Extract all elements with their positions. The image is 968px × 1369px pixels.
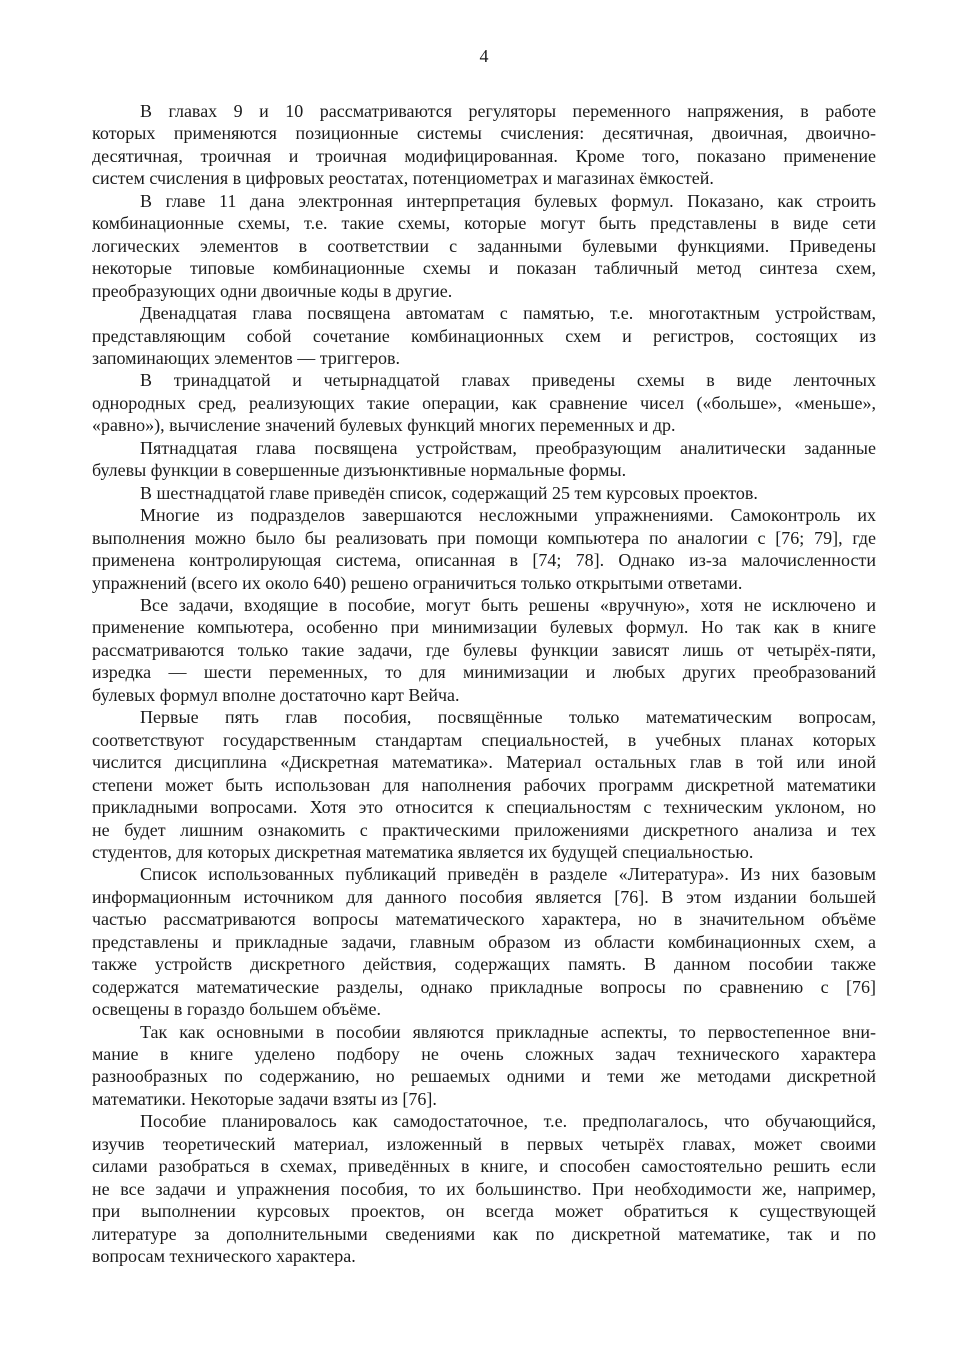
text-line: которых применяются позиционные системы счисления: десятичная, двоичная, двоично- [92, 123, 876, 144]
paragraph [92, 100, 876, 190]
paragraph [92, 482, 876, 504]
text-line: запоминающих элементов — триггеров. [92, 347, 400, 368]
text-line: степени может быть использован для наполнения рабочих программ дискретной математики [92, 774, 876, 795]
body-text [92, 100, 876, 1268]
text-line: при выполнении курсовых проектов, он всегда может обратиться к существующей [92, 1201, 876, 1222]
text-line: применение компьютера, особенно при минимизации булевых формул. Но так как в книге [92, 617, 876, 638]
text-line: разнообразных по содержанию, но решаемых одними и теми же методами дискретной [92, 1066, 876, 1087]
text-line: десятичная, троичная и троичная модифицированная. Кроме того, показано применение [92, 145, 876, 166]
paragraph [92, 1110, 876, 1267]
text-line: применена контролирующая система, описанная в [74; 78]. Однако из-за малочисленности [92, 550, 876, 571]
text-line: мание в книге уделено подбору не очень сложных задач технического характера [92, 1044, 876, 1065]
text-line: представлены и прикладные задачи, главным образом из области комбинационных схем, а [92, 931, 876, 952]
text-line: математики. Некоторые задачи взяты из [76]. [92, 1088, 437, 1109]
text-line: В главах 9 и 10 рассматриваются регуляторы переменного напряжения, в работе [140, 101, 876, 121]
text-line: вопросам технического характера. [92, 1246, 356, 1267]
text-line: Так как основными в пособии являются прикладные аспекты, то первостепенное вни- [140, 1021, 876, 1042]
text-line: изучив теоретический материал, изложенный в первых четырёх главах, может своими [92, 1133, 876, 1154]
paragraph [92, 1021, 876, 1111]
text-line: Пятнадцатая глава посвящена устройствам, преобразующим аналитически заданные [140, 437, 876, 458]
text-line: силами разобраться в схемах, приведённых в книге, и способен самостоятельно решить если [92, 1156, 876, 1177]
text-line: некоторые типовые комбинационные схемы и показан табличный метод синтеза схем, [92, 258, 876, 279]
text-line: преобразующих одни двоичные коды в другие. [92, 280, 453, 301]
text-line: Список использованных публикаций приведён в разделе «Литература». Из них базовым [140, 864, 876, 885]
text-line: систем счисления в цифровых реостатах, потенциометрах и магазинах ёмкостей. [92, 168, 714, 189]
text-line: информационным источником для данного пособия является [76]. В этом издании большей [92, 886, 876, 907]
text-line: не будет лишним ознакомить с практическими приложениями дискретного анализа и тех [92, 819, 876, 840]
paragraph [92, 706, 876, 863]
text-line: освещены в гораздо большем объёме. [92, 999, 382, 1020]
text-line: В шестнадцатой главе приведён список, содержащий 25 тем курсовых проектов. [140, 482, 758, 503]
text-line: выполнения можно было бы реализовать при помощи компьютера по аналогии с [76; 79], где [92, 527, 876, 548]
paragraph [92, 437, 876, 482]
text-line: Пособие планировалось как самодостаточное, т.е. предполагалось, что обучающийся, [140, 1111, 876, 1132]
text-line: не все задачи и упражнения пособия, то их большинство. При необходимости же, например, [92, 1178, 876, 1199]
text-line: соответствуют государственным стандартам специальностей, в учебных планах которых [92, 729, 876, 750]
text-line: литературе за дополнительными сведениями как по дискретной математике, так и по [92, 1223, 876, 1244]
paragraph [92, 302, 876, 369]
paragraph [92, 594, 876, 706]
text-line: Двенадцатая глава посвящена автоматам с памятью, т.е. многотактным устройствам, [140, 303, 876, 324]
text-line: упражнений (всего их около 640) решено ограничиться только открытыми ответами. [92, 572, 743, 593]
text-line: числится дисциплина «Дискретная математика». Материал остальных глав в той или иной [92, 752, 876, 773]
text-line: частью рассматриваются вопросы математического характера, но в значительном объёме [92, 909, 876, 930]
text-line: комбинационные схемы, т.е. такие схемы, которые могут быть представлены в виде сети [92, 213, 876, 234]
text-line: Многие из подразделов завершаются несложными упражнениями. Самоконтроль их [140, 505, 876, 526]
text-line: булевы функции в совершенные дизъюнктивные нормальные формы. [92, 460, 627, 481]
paragraph [92, 369, 876, 436]
text-line: В главе 11 дана электронная интерпретация булевых формул. Показано, как строить [140, 190, 876, 211]
text-line: также устройств дискретного действия, содержащих память. В данном пособии также [92, 954, 876, 975]
text-line: «равно»), вычисление значений булевых функций многих переменных и др. [92, 415, 676, 436]
text-line: однородных сред, реализующих такие операции, как сравнение чисел («больше», «меньше», [92, 392, 876, 413]
text-line: содержатся математические разделы, однако прикладные вопросы по сравнению с [76] [92, 976, 876, 997]
paragraph [92, 504, 876, 594]
text-line: студентов, для которых дискретная математика является их будущей специальностью. [92, 841, 754, 862]
text-line: рассматриваются только такие задачи, где булевы функции зависят лишь от четырёх-пяти, [92, 639, 876, 660]
text-line: логических элементов в соответствии с заданными булевыми функциями. Приведены [92, 235, 876, 256]
text-line: булевых формул вполне достаточно карт Вейча. [92, 684, 460, 705]
paragraph [92, 190, 876, 302]
text-line: представляющим собой сочетание комбинационных схем и регистров, состоящих из [92, 325, 876, 346]
text-line: изредка — шести переменных, то для минимизации и любых других преобразований [92, 662, 876, 683]
text-line: прикладными вопросами. Хотя это относится к специальностям с техническим уклоном, но [92, 797, 876, 818]
text-line: Первые пять глав пособия, посвящённые только математическим вопросам, [140, 707, 876, 728]
text-line: В тринадцатой и четырнадцатой главах приведены схемы в виде ленточных [140, 370, 876, 391]
text-line: Все задачи, входящие в пособие, могут быть решены «вручную», хотя не исключено и [140, 594, 876, 615]
paragraph [92, 863, 876, 1020]
page-number: 4 [479, 46, 489, 66]
